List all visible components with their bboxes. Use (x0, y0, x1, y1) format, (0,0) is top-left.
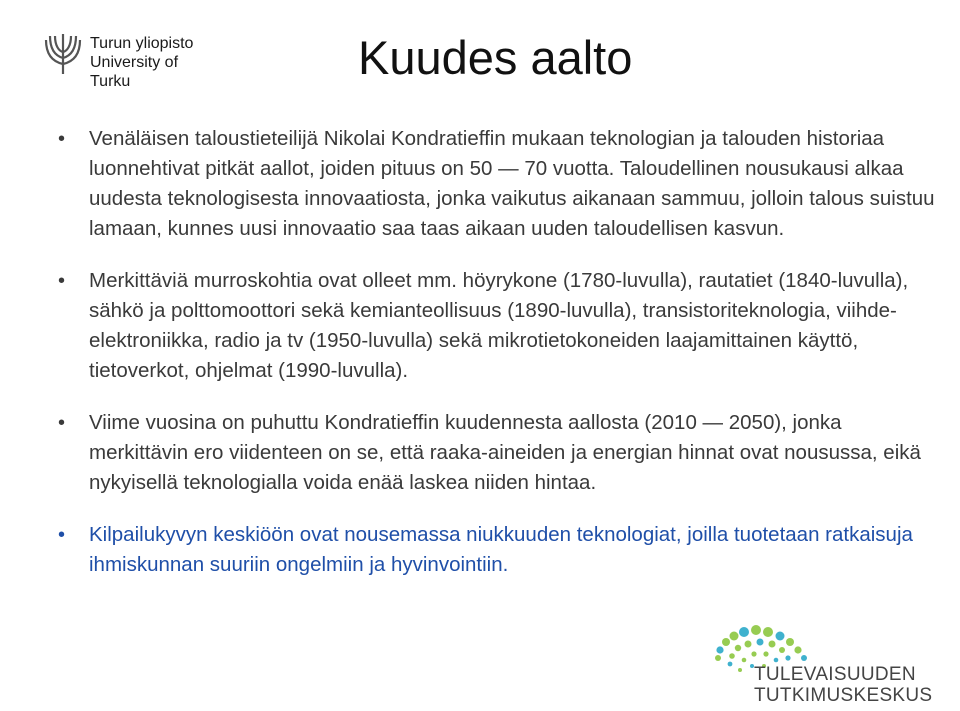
logo-dot (769, 641, 776, 648)
logo-dot (763, 651, 768, 656)
bullet-item-highlight (60, 520, 940, 580)
university-name-fi: Turun yliopisto (90, 35, 194, 52)
bullet-marker: • (58, 412, 66, 434)
research-centre-name-1: TULEVAISUUDEN (754, 664, 916, 685)
logo-dot (774, 658, 779, 663)
university-name-en: University of Turku (90, 54, 179, 90)
logo-dot (739, 627, 749, 637)
logo-dot (763, 627, 773, 637)
logo-dot (728, 662, 733, 667)
bullet-text: Kilpailukyvyn keskiöön ovat nousemassa niukkuuden teknologiat, joilla tuotetaan ratkaisuja ihmiskunnan suuriin ongelmiin ja hyvinvointiin. (89, 523, 913, 576)
research-centre-logo (688, 620, 948, 710)
bullet-item (60, 408, 940, 498)
university-crest-icon (44, 32, 82, 76)
logo-dot (722, 638, 730, 646)
bullet-item (60, 124, 940, 244)
logo-dot (779, 647, 785, 653)
logo-dot (742, 658, 747, 663)
logo-dot (751, 625, 761, 635)
logo-dot (785, 655, 790, 660)
logo-dot (745, 641, 752, 648)
bullet-list (60, 124, 940, 602)
logo-dot (738, 668, 742, 672)
university-logo (44, 30, 214, 90)
bullet-item (60, 266, 940, 386)
logo-dot (716, 646, 723, 653)
bullet-marker: • (58, 128, 66, 150)
slide-title: Kuudes aalto (358, 31, 633, 84)
bullet-text: Merkittäviä murroskohtia ovat olleet mm. höyrykone (1780-luvulla), rautatiet (1840-luvulla), sähkö ja polttomoottori sekä kemianteollisuus (1890-luvulla), transistoriteknologia, viihde-elektroniikka, radio ja tv (1950-luvulla) sekä mikrotietokoneiden laajamittainen käyttö, tietoverkot, ohjelmat (1990-luvulla). (89, 269, 909, 382)
logo-dot (801, 655, 807, 661)
bullet-marker: • (58, 524, 66, 546)
logo-dot (776, 632, 785, 641)
logo-dot (735, 645, 741, 651)
logo-dot (751, 651, 756, 656)
research-centre-name-2: TUTKIMUSKESKUS (754, 685, 933, 706)
bullet-marker: • (58, 270, 66, 292)
logo-dot (730, 632, 739, 641)
logo-dot (757, 639, 764, 646)
logo-dot (794, 646, 801, 653)
bullet-text: Venäläisen taloustieteilijä Nikolai Kondratieffin mukaan teknologian ja talouden historiaa luonnehtivat pitkät aallot, joiden pituus on 50 — 70 vuotta. Taloudellinen nousukausi alkaa uudesta teknologisesta innovaatiosta, jonka vaikutus aikanaan sammuu, jolloin talous suistuu lamaan, kunnes uusi innovaatio saa taas aikaan uuden taloudellisen kasvun. (89, 127, 935, 240)
logo-dot (786, 638, 794, 646)
logo-dot (715, 655, 721, 661)
bullet-text: Viime vuosina on puhuttu Kondratieffin kuudennesta aallosta (2010 — 2050), jonka merkittävin ero viidenteen on se, että raaka-aineiden ja energian hinnat ovat nousussa, eikä nykyisellä teknologialla voida enää laskea niiden hintaa. (89, 411, 921, 494)
logo-dot (729, 653, 735, 659)
